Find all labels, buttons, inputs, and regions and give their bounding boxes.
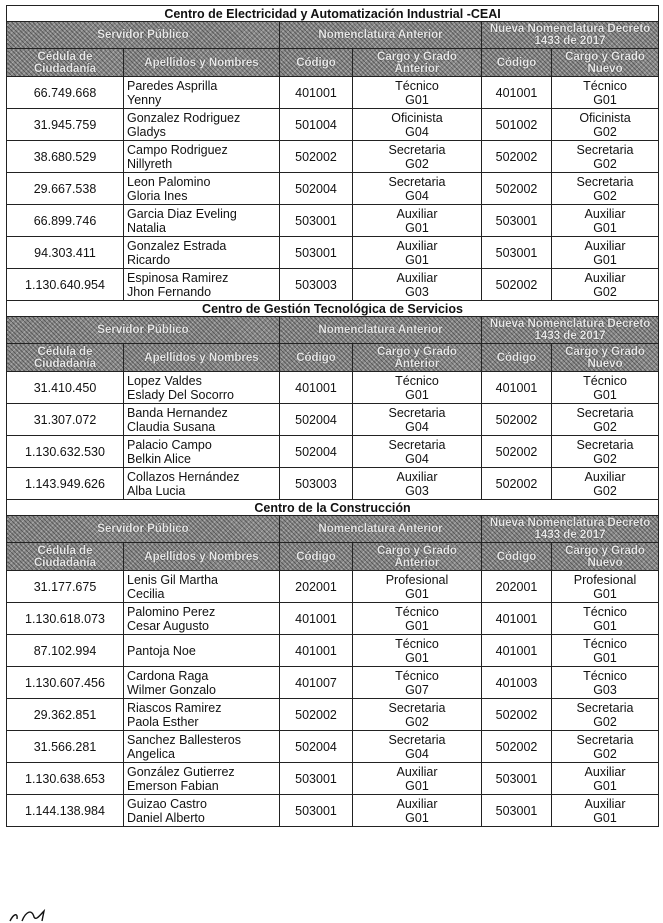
cargo-anterior-text: Secretaria — [388, 437, 446, 452]
grado-nuevo-text: G02 — [593, 188, 617, 203]
cargo-nuevo-text: Secretaria — [576, 437, 634, 452]
grado-anterior-text: G07 — [405, 682, 429, 697]
cargo-anterior-text: Auxiliar — [396, 796, 438, 811]
header-cargo-nuevo: Cargo y Grado Nuevo — [552, 49, 659, 77]
name-cell — [124, 699, 280, 731]
cedula-cell: 1.143.949.626 — [7, 468, 124, 500]
cargo-nuevo-cell — [552, 77, 659, 109]
cargo-anterior-cell — [353, 436, 482, 468]
header-servidor-publico: Servidor Público — [7, 317, 280, 344]
cargo-anterior-cell — [353, 795, 482, 827]
cargo-nuevo-cell — [552, 635, 659, 667]
name-cell — [124, 173, 280, 205]
header-cedula: Cédula de Ciudadanía — [7, 49, 124, 77]
apellidos-text: Paredes Asprilla — [127, 78, 218, 93]
grado-nuevo-text: G02 — [593, 419, 617, 434]
codigo-anterior-cell: 502002 — [280, 699, 353, 731]
name-cell — [124, 109, 280, 141]
cedula-cell: 1.130.638.653 — [7, 763, 124, 795]
grado-anterior-text: G01 — [405, 387, 429, 402]
cargo-anterior-cell — [353, 699, 482, 731]
cargo-anterior-text: Secretaria — [388, 405, 446, 420]
codigo-nuevo-cell: 202001 — [482, 571, 552, 603]
header-group-row — [7, 516, 659, 543]
cargo-anterior-cell — [353, 635, 482, 667]
apellidos-text: Pantoja Noe — [127, 643, 196, 658]
cargo-anterior-cell — [353, 571, 482, 603]
cargo-nuevo-cell — [552, 109, 659, 141]
header-servidor-publico: Servidor Público — [7, 516, 280, 543]
nombres-text: Eslady Del Socorro — [127, 387, 234, 402]
cargo-anterior-text: Auxiliar — [396, 764, 438, 779]
cargo-anterior-cell — [353, 205, 482, 237]
table-row — [7, 173, 659, 205]
grado-anterior-text: G02 — [405, 156, 429, 171]
nombres-text: Ricardo — [127, 252, 171, 267]
table-row — [7, 404, 659, 436]
apellidos-text: Sanchez Ballesteros — [127, 732, 241, 747]
table-row — [7, 731, 659, 763]
codigo-anterior-cell: 503001 — [280, 237, 353, 269]
cargo-nuevo-text: Auxiliar — [584, 764, 626, 779]
header-nomenclatura-anterior: Nomenclatura Anterior — [280, 516, 482, 543]
header-nueva-nomenclatura: Nueva Nomenclatura Decreto 1433 de 2017 — [482, 22, 659, 49]
codigo-nuevo-cell: 502002 — [482, 269, 552, 301]
header-codigo-nuevo: Código — [482, 49, 552, 77]
table-row — [7, 468, 659, 500]
codigo-nuevo-cell: 502002 — [482, 699, 552, 731]
cargo-nuevo-cell — [552, 141, 659, 173]
section-title: Centro de Electricidad y Automatización Industrial -CEAI — [7, 6, 659, 22]
cargo-nuevo-text: Técnico — [583, 604, 627, 619]
cargo-nuevo-cell — [552, 699, 659, 731]
cargo-anterior-text: Técnico — [395, 636, 439, 651]
table-row — [7, 109, 659, 141]
nombres-text: Cecilia — [127, 586, 165, 601]
signature-mark — [8, 907, 68, 923]
codigo-nuevo-cell: 503001 — [482, 205, 552, 237]
table-row — [7, 372, 659, 404]
header-group-row — [7, 22, 659, 49]
codigo-anterior-cell: 401001 — [280, 603, 353, 635]
grado-anterior-text: G01 — [405, 650, 429, 665]
cargo-anterior-text: Secretaria — [388, 732, 446, 747]
section-title: Centro de Gestión Tecnológica de Servicios — [7, 301, 659, 317]
nombres-text: Belkin Alice — [127, 451, 191, 466]
name-cell — [124, 635, 280, 667]
header-cedula: Cédula de Ciudadanía — [7, 344, 124, 372]
cargo-nuevo-cell — [552, 731, 659, 763]
codigo-nuevo-cell: 401001 — [482, 603, 552, 635]
staff-table — [6, 5, 659, 827]
codigo-anterior-cell: 503003 — [280, 468, 353, 500]
codigo-anterior-cell: 503003 — [280, 269, 353, 301]
header-apellidos-nombres: Apellidos y Nombres — [124, 543, 280, 571]
nombres-text: Cesar Augusto — [127, 618, 209, 633]
apellidos-text: Guizao Castro — [127, 796, 207, 811]
cedula-cell: 1.130.640.954 — [7, 269, 124, 301]
name-cell — [124, 372, 280, 404]
header-cargo-anterior: Cargo y Grado Anterior — [353, 344, 482, 372]
cargo-anterior-text: Técnico — [395, 604, 439, 619]
apellidos-text: Gonzalez Estrada — [127, 238, 227, 253]
table-row — [7, 603, 659, 635]
cargo-nuevo-cell — [552, 468, 659, 500]
grado-nuevo-text: G01 — [593, 586, 617, 601]
apellidos-text: González Gutierrez — [127, 764, 235, 779]
name-cell — [124, 404, 280, 436]
name-cell — [124, 795, 280, 827]
cargo-nuevo-text: Profesional — [573, 572, 637, 587]
cargo-nuevo-text: Técnico — [583, 78, 627, 93]
grado-anterior-text: G01 — [405, 618, 429, 633]
apellidos-text: Garcia Diaz Eveling — [127, 206, 237, 221]
grado-anterior-text: G01 — [405, 778, 429, 793]
apellidos-text: Collazos Hernández — [127, 469, 240, 484]
cargo-anterior-text: Auxiliar — [396, 238, 438, 253]
table-row — [7, 763, 659, 795]
apellidos-text: Campo Rodriguez — [127, 142, 228, 157]
cargo-anterior-text: Oficinista — [391, 110, 443, 125]
cargo-anterior-cell — [353, 763, 482, 795]
codigo-anterior-cell: 502004 — [280, 173, 353, 205]
nombres-text: Yenny — [127, 92, 162, 107]
header-group-row — [7, 317, 659, 344]
grado-anterior-text: G04 — [405, 451, 429, 466]
cargo-anterior-text: Secretaria — [388, 700, 446, 715]
grado-anterior-text: G01 — [405, 92, 429, 107]
table-row — [7, 436, 659, 468]
header-codigo-anterior: Código — [280, 344, 353, 372]
grado-nuevo-text: G02 — [593, 714, 617, 729]
name-cell — [124, 603, 280, 635]
nombres-text: Claudia Susana — [127, 419, 216, 434]
cargo-anterior-text: Auxiliar — [396, 270, 438, 285]
cargo-anterior-cell — [353, 667, 482, 699]
grado-anterior-text: G01 — [405, 586, 429, 601]
cargo-nuevo-cell — [552, 436, 659, 468]
document-page — [6, 5, 658, 827]
section-title-row — [7, 6, 659, 22]
name-cell — [124, 731, 280, 763]
grado-anterior-text: G04 — [405, 188, 429, 203]
cargo-anterior-cell — [353, 404, 482, 436]
codigo-nuevo-cell: 502002 — [482, 731, 552, 763]
cedula-cell: 87.102.994 — [7, 635, 124, 667]
name-cell — [124, 571, 280, 603]
header-codigo-nuevo: Código — [482, 543, 552, 571]
codigo-nuevo-cell: 502002 — [482, 141, 552, 173]
grado-nuevo-text: G02 — [593, 483, 617, 498]
apellidos-text: Palomino Perez — [127, 604, 216, 619]
header-servidor-publico: Servidor Público — [7, 22, 280, 49]
cargo-nuevo-cell — [552, 404, 659, 436]
grado-nuevo-text: G01 — [593, 650, 617, 665]
cargo-nuevo-text: Secretaria — [576, 174, 634, 189]
codigo-anterior-cell: 502004 — [280, 731, 353, 763]
nombres-text: Angelica — [127, 746, 175, 761]
grado-nuevo-text: G02 — [593, 284, 617, 299]
cargo-nuevo-text: Técnico — [583, 373, 627, 388]
header-apellidos-nombres: Apellidos y Nombres — [124, 344, 280, 372]
codigo-anterior-cell: 202001 — [280, 571, 353, 603]
cargo-anterior-cell — [353, 372, 482, 404]
codigo-anterior-cell: 502004 — [280, 404, 353, 436]
nombres-text: Daniel Alberto — [127, 810, 205, 825]
grado-nuevo-text: G01 — [593, 387, 617, 402]
cargo-anterior-cell — [353, 269, 482, 301]
cargo-nuevo-cell — [552, 667, 659, 699]
cargo-nuevo-text: Secretaria — [576, 700, 634, 715]
header-nueva-nomenclatura: Nueva Nomenclatura Decreto 1433 de 2017 — [482, 516, 659, 543]
grado-anterior-text: G01 — [405, 810, 429, 825]
grado-nuevo-text: G03 — [593, 682, 617, 697]
cedula-cell: 38.680.529 — [7, 141, 124, 173]
cedula-cell: 66.899.746 — [7, 205, 124, 237]
table-row — [7, 795, 659, 827]
codigo-nuevo-cell: 503001 — [482, 795, 552, 827]
grado-anterior-text: G04 — [405, 746, 429, 761]
grado-anterior-text: G01 — [405, 252, 429, 267]
grado-nuevo-text: G02 — [593, 124, 617, 139]
cargo-nuevo-cell — [552, 173, 659, 205]
codigo-nuevo-cell: 401003 — [482, 667, 552, 699]
cargo-nuevo-cell — [552, 269, 659, 301]
grado-nuevo-text: G02 — [593, 451, 617, 466]
cargo-anterior-text: Secretaria — [388, 142, 446, 157]
codigo-nuevo-cell: 501002 — [482, 109, 552, 141]
cedula-cell: 31.177.675 — [7, 571, 124, 603]
grado-anterior-text: G03 — [405, 483, 429, 498]
codigo-nuevo-cell: 502002 — [482, 436, 552, 468]
name-cell — [124, 141, 280, 173]
header-cedula: Cédula de Ciudadanía — [7, 543, 124, 571]
cargo-nuevo-text: Auxiliar — [584, 796, 626, 811]
header-columns-row — [7, 344, 659, 372]
table-body — [7, 6, 659, 827]
nombres-text: Gloria Ines — [127, 188, 188, 203]
cargo-nuevo-cell — [552, 205, 659, 237]
table-row — [7, 77, 659, 109]
cargo-anterior-text: Técnico — [395, 78, 439, 93]
cargo-anterior-cell — [353, 237, 482, 269]
codigo-anterior-cell: 503001 — [280, 795, 353, 827]
cedula-cell: 31.945.759 — [7, 109, 124, 141]
cargo-nuevo-cell — [552, 372, 659, 404]
name-cell — [124, 77, 280, 109]
codigo-anterior-cell: 501004 — [280, 109, 353, 141]
cargo-nuevo-text: Técnico — [583, 668, 627, 683]
nombres-text: Emerson Fabian — [127, 778, 219, 793]
codigo-nuevo-cell: 502002 — [482, 173, 552, 205]
cedula-cell: 1.130.632.530 — [7, 436, 124, 468]
grado-anterior-text: G02 — [405, 714, 429, 729]
table-row — [7, 571, 659, 603]
header-cargo-nuevo: Cargo y Grado Nuevo — [552, 344, 659, 372]
header-nomenclatura-anterior: Nomenclatura Anterior — [280, 22, 482, 49]
header-nueva-nomenclatura: Nueva Nomenclatura Decreto 1433 de 2017 — [482, 317, 659, 344]
nombres-text: Natalia — [127, 220, 166, 235]
header-codigo-anterior: Código — [280, 49, 353, 77]
header-codigo-nuevo: Código — [482, 344, 552, 372]
header-columns-row — [7, 49, 659, 77]
cedula-cell: 1.130.607.456 — [7, 667, 124, 699]
header-apellidos-nombres: Apellidos y Nombres — [124, 49, 280, 77]
table-row — [7, 141, 659, 173]
cargo-nuevo-text: Secretaria — [576, 142, 634, 157]
grado-anterior-text: G04 — [405, 419, 429, 434]
cargo-anterior-cell — [353, 173, 482, 205]
cedula-cell: 66.749.668 — [7, 77, 124, 109]
codigo-anterior-cell: 401001 — [280, 635, 353, 667]
codigo-nuevo-cell: 502002 — [482, 468, 552, 500]
table-row — [7, 237, 659, 269]
cargo-nuevo-text: Auxiliar — [584, 238, 626, 253]
grado-nuevo-text: G01 — [593, 618, 617, 633]
header-columns-row — [7, 543, 659, 571]
cargo-anterior-cell — [353, 109, 482, 141]
apellidos-text: Lenis Gil Martha — [127, 572, 219, 587]
nombres-text: Jhon Fernando — [127, 284, 212, 299]
header-cargo-nuevo: Cargo y Grado Nuevo — [552, 543, 659, 571]
cargo-nuevo-text: Secretaria — [576, 732, 634, 747]
apellidos-text: Gonzalez Rodriguez — [127, 110, 241, 125]
cargo-nuevo-text: Secretaria — [576, 405, 634, 420]
name-cell — [124, 269, 280, 301]
codigo-anterior-cell: 503001 — [280, 205, 353, 237]
cargo-nuevo-text: Auxiliar — [584, 469, 626, 484]
apellidos-text: Cardona Raga — [127, 668, 209, 683]
nombres-text: Paola Esther — [127, 714, 199, 729]
cargo-anterior-cell — [353, 603, 482, 635]
table-row — [7, 205, 659, 237]
codigo-nuevo-cell: 502002 — [482, 404, 552, 436]
grado-nuevo-text: G01 — [593, 252, 617, 267]
cargo-anterior-cell — [353, 731, 482, 763]
grado-nuevo-text: G01 — [593, 220, 617, 235]
cargo-nuevo-text: Oficinista — [579, 110, 631, 125]
grado-nuevo-text: G01 — [593, 92, 617, 107]
cedula-cell: 94.303.411 — [7, 237, 124, 269]
nombres-text: Alba Lucia — [127, 483, 186, 498]
name-cell — [124, 436, 280, 468]
name-cell — [124, 468, 280, 500]
cedula-cell: 31.566.281 — [7, 731, 124, 763]
cargo-anterior-cell — [353, 77, 482, 109]
cargo-nuevo-cell — [552, 795, 659, 827]
cedula-cell: 29.667.538 — [7, 173, 124, 205]
codigo-nuevo-cell: 503001 — [482, 237, 552, 269]
codigo-nuevo-cell: 401001 — [482, 372, 552, 404]
table-row — [7, 667, 659, 699]
grado-nuevo-text: G01 — [593, 778, 617, 793]
nombres-text: Nillyreth — [127, 156, 173, 171]
header-nomenclatura-anterior: Nomenclatura Anterior — [280, 317, 482, 344]
cargo-nuevo-cell — [552, 603, 659, 635]
apellidos-text: Palacio Campo — [127, 437, 212, 452]
nombres-text: Wilmer Gonzalo — [127, 682, 216, 697]
grado-anterior-text: G04 — [405, 124, 429, 139]
nombres-text: Gladys — [127, 124, 166, 139]
codigo-anterior-cell: 401001 — [280, 372, 353, 404]
name-cell — [124, 763, 280, 795]
cedula-cell: 31.307.072 — [7, 404, 124, 436]
codigo-nuevo-cell: 401001 — [482, 635, 552, 667]
cargo-anterior-text: Profesional — [385, 572, 449, 587]
grado-nuevo-text: G01 — [593, 810, 617, 825]
cargo-anterior-text: Técnico — [395, 668, 439, 683]
codigo-anterior-cell: 502004 — [280, 436, 353, 468]
cargo-nuevo-text: Auxiliar — [584, 206, 626, 221]
apellidos-text: Espinosa Ramirez — [127, 270, 229, 285]
cedula-cell: 29.362.851 — [7, 699, 124, 731]
grado-nuevo-text: G02 — [593, 746, 617, 761]
cargo-anterior-text: Auxiliar — [396, 469, 438, 484]
codigo-anterior-cell: 401007 — [280, 667, 353, 699]
apellidos-text: Riascos Ramirez — [127, 700, 222, 715]
cargo-anterior-cell — [353, 141, 482, 173]
cargo-nuevo-cell — [552, 237, 659, 269]
cedula-cell: 31.410.450 — [7, 372, 124, 404]
cedula-cell: 1.130.618.073 — [7, 603, 124, 635]
apellidos-text: Lopez Valdes — [127, 373, 202, 388]
grado-nuevo-text: G02 — [593, 156, 617, 171]
name-cell — [124, 237, 280, 269]
name-cell — [124, 205, 280, 237]
cedula-cell: 1.144.138.984 — [7, 795, 124, 827]
codigo-anterior-cell: 503001 — [280, 763, 353, 795]
cargo-anterior-text: Técnico — [395, 373, 439, 388]
cargo-nuevo-cell — [552, 571, 659, 603]
section-title: Centro de la Construcción — [7, 500, 659, 516]
apellidos-text: Banda Hernandez — [127, 405, 228, 420]
cargo-nuevo-text: Auxiliar — [584, 270, 626, 285]
section-title-row — [7, 500, 659, 516]
cargo-anterior-text: Auxiliar — [396, 206, 438, 221]
apellidos-text: Leon Palomino — [127, 174, 211, 189]
grado-anterior-text: G01 — [405, 220, 429, 235]
grado-anterior-text: G03 — [405, 284, 429, 299]
cargo-anterior-cell — [353, 468, 482, 500]
codigo-nuevo-cell: 503001 — [482, 763, 552, 795]
codigo-anterior-cell: 502002 — [280, 141, 353, 173]
section-title-row — [7, 301, 659, 317]
cargo-anterior-text: Secretaria — [388, 174, 446, 189]
cargo-nuevo-text: Técnico — [583, 636, 627, 651]
header-cargo-anterior: Cargo y Grado Anterior — [353, 49, 482, 77]
table-row — [7, 699, 659, 731]
header-codigo-anterior: Código — [280, 543, 353, 571]
cargo-nuevo-cell — [552, 763, 659, 795]
codigo-anterior-cell: 401001 — [280, 77, 353, 109]
table-row — [7, 635, 659, 667]
header-cargo-anterior: Cargo y Grado Anterior — [353, 543, 482, 571]
table-row — [7, 269, 659, 301]
codigo-nuevo-cell: 401001 — [482, 77, 552, 109]
name-cell — [124, 667, 280, 699]
